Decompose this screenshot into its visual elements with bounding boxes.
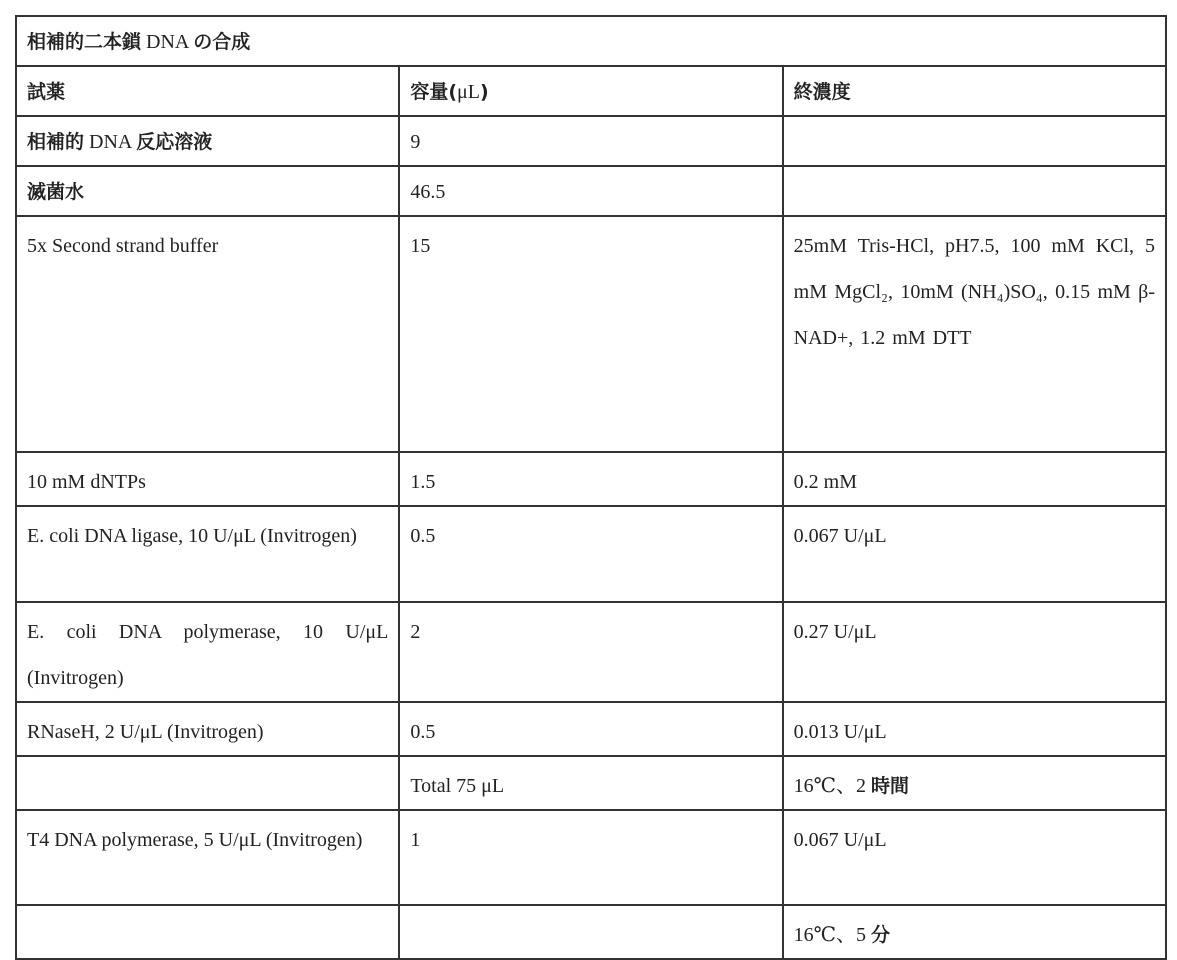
incubation-cell (783, 905, 1166, 959)
reagent-cell: 10 mM dNTPs (16, 452, 399, 506)
table-title (16, 16, 1166, 66)
cdna-synthesis-table (15, 15, 1167, 960)
volume-cell: 0.5 (399, 506, 782, 602)
table-row-total (16, 756, 1166, 810)
reagent-cell (16, 905, 399, 959)
title-part: 相補的二本鎖 (27, 31, 141, 53)
reagent-cell: 滅菌水 (16, 166, 399, 216)
table-row (16, 506, 1166, 602)
incubation-temp: 16℃、2 (794, 775, 871, 797)
volume-cell: 0.5 (399, 702, 782, 756)
header-row (16, 66, 1166, 116)
header-volume-close: ) (480, 81, 489, 103)
volume-total-cell: Total 75 μL (399, 756, 782, 810)
title-part: の合成 (193, 31, 250, 53)
volume-cell: 46.5 (399, 166, 782, 216)
incubation-cell (783, 756, 1166, 810)
reagent-cell: RNaseH, 2 U/μL (Invitrogen) (16, 702, 399, 756)
final-cell: 0.067 U/μL (783, 506, 1166, 602)
table-row (16, 216, 1166, 452)
header-reagent: 試薬 (16, 66, 399, 116)
header-final-conc: 終濃度 (783, 66, 1166, 116)
incubation-unit: 時間 (871, 775, 909, 797)
table-row (16, 810, 1166, 905)
reagent-part: 反応溶液 (136, 131, 212, 153)
volume-cell (399, 905, 782, 959)
table-row (16, 116, 1166, 166)
reagent-cell: E. coli DNA polymerase, 10 U/μL (Invitrogen) (16, 602, 399, 702)
header-volume-unit: μL (457, 81, 480, 103)
reagent-part: 相補的 (27, 131, 84, 153)
incubation-unit: 分 (871, 924, 890, 946)
final-cell (783, 166, 1166, 216)
volume-cell: 9 (399, 116, 782, 166)
final-cell: 0.2 mM (783, 452, 1166, 506)
table-row (16, 905, 1166, 959)
incubation-temp: 16℃、5 (794, 924, 871, 946)
table-row (16, 702, 1166, 756)
reagent-cell (16, 756, 399, 810)
title-part: DNA (141, 31, 193, 53)
table-row (16, 602, 1166, 702)
final-cell: 0.27 U/μL (783, 602, 1166, 702)
volume-cell: 2 (399, 602, 782, 702)
reagent-cell: T4 DNA polymerase, 5 U/μL (Invitrogen) (16, 810, 399, 905)
reagent-cell (16, 116, 399, 166)
header-volume (399, 66, 782, 116)
volume-cell: 15 (399, 216, 782, 452)
reagent-part: DNA (84, 131, 136, 153)
final-cell: 25mM Tris-HCl, pH7.5, 100 mM KCl, 5 mM MgCl₂, 10mM (NH₄)SO₄, 0.15 mM β-NAD+, 1.2 mM DTT (783, 216, 1166, 452)
table-title-row (16, 16, 1166, 66)
final-cell: 0.013 U/μL (783, 702, 1166, 756)
reagent-cell: 5x Second strand buffer (16, 216, 399, 452)
table-row (16, 452, 1166, 506)
final-cell: 0.067 U/μL (783, 810, 1166, 905)
table-row (16, 166, 1166, 216)
volume-cell: 1.5 (399, 452, 782, 506)
reagent-cell: E. coli DNA ligase, 10 U/μL (Invitrogen) (16, 506, 399, 602)
header-volume-label: 容量( (410, 81, 457, 103)
volume-cell: 1 (399, 810, 782, 905)
final-cell (783, 116, 1166, 166)
